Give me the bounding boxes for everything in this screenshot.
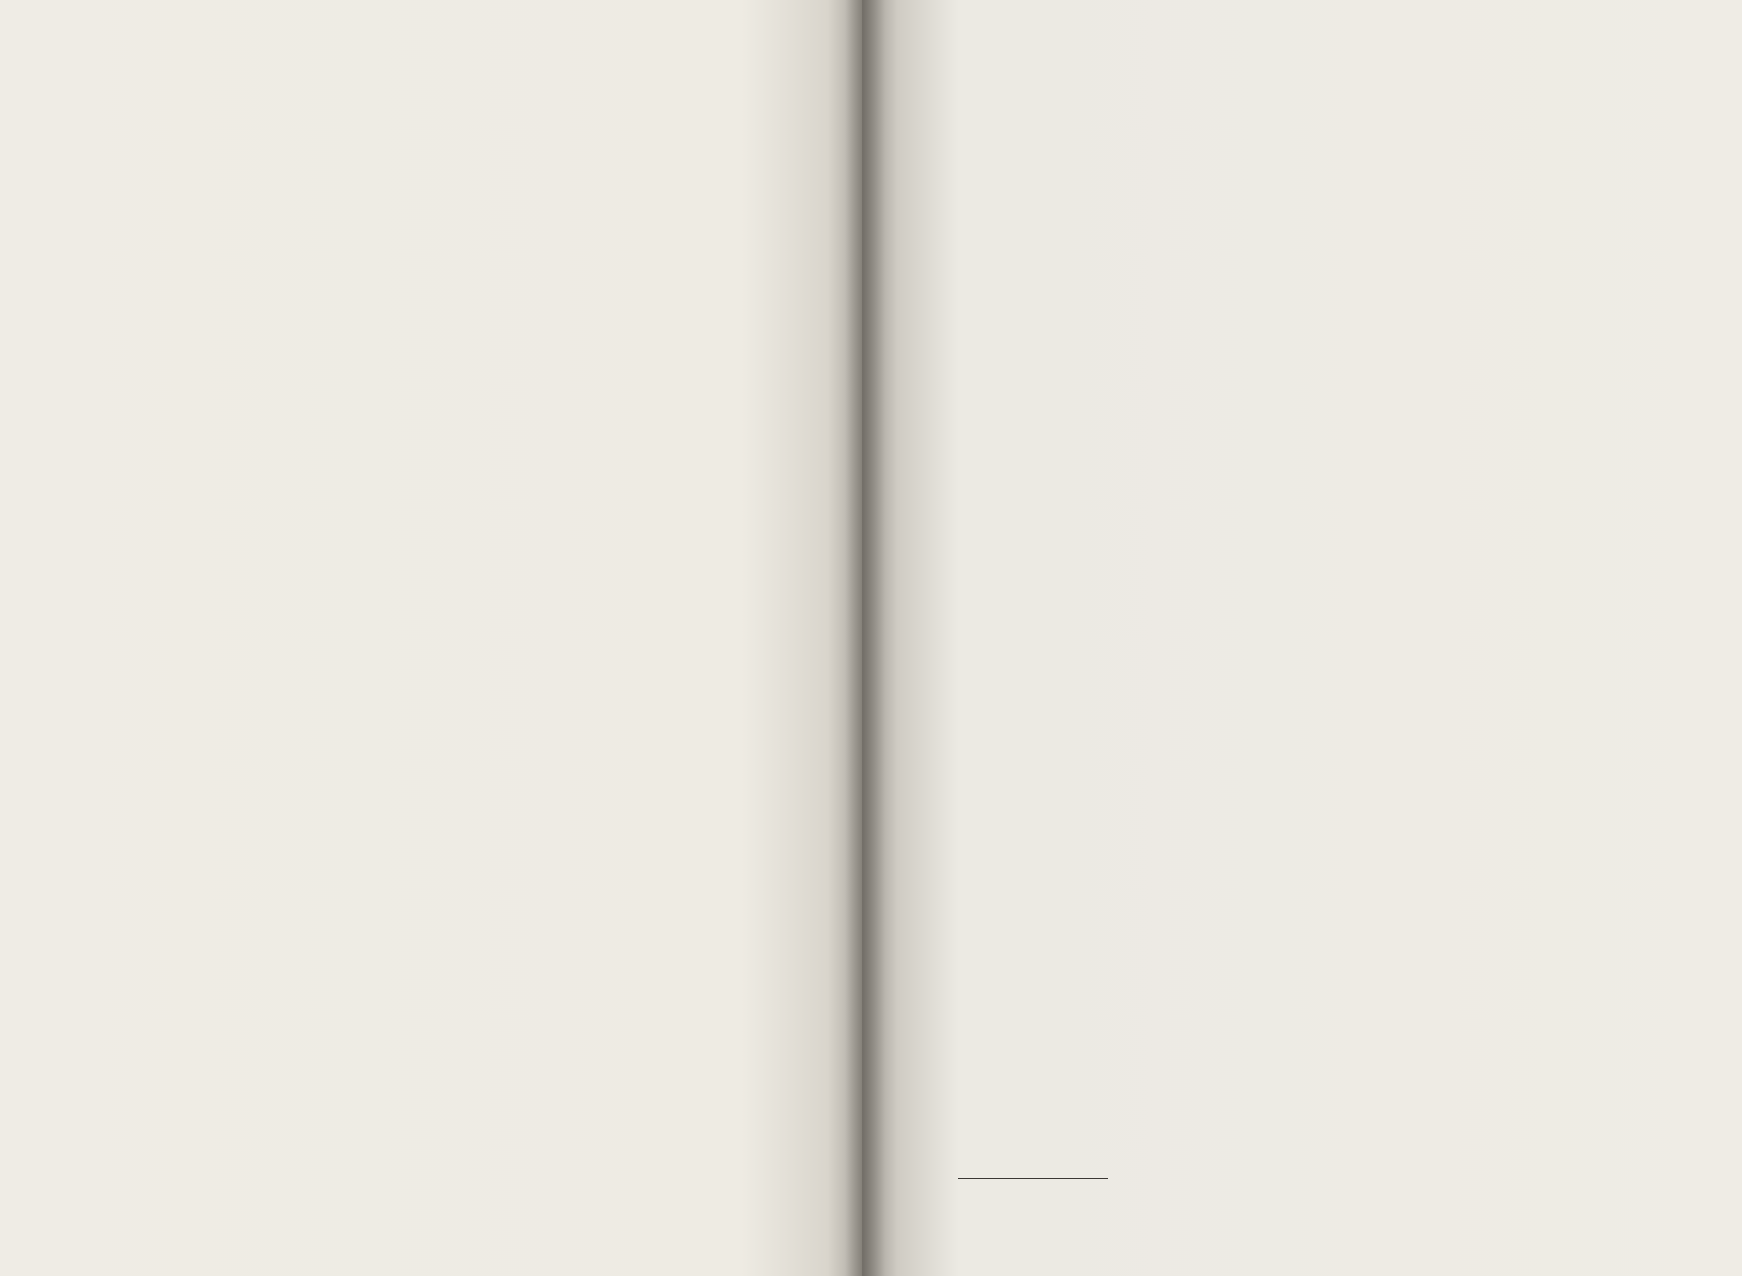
- figure-label: [95, 733, 695, 741]
- main-text-left: [104, 791, 698, 807]
- figure-caption: [95, 733, 695, 741]
- spectrum-chart: [95, 313, 701, 731]
- main-text-right: [950, 134, 1602, 144]
- right-page: [862, 0, 1742, 1276]
- left-page: [0, 0, 862, 1276]
- paragraph-main: [104, 791, 698, 799]
- left-page-content: [0, 0, 862, 1276]
- paragraph-end: [104, 791, 698, 799]
- equation-left: [104, 799, 698, 807]
- book-gutter: [845, 0, 885, 1276]
- figure-caption-text: [95, 733, 695, 741]
- footnote-rule: [958, 1178, 1108, 1179]
- paragraph-top: [123, 120, 703, 128]
